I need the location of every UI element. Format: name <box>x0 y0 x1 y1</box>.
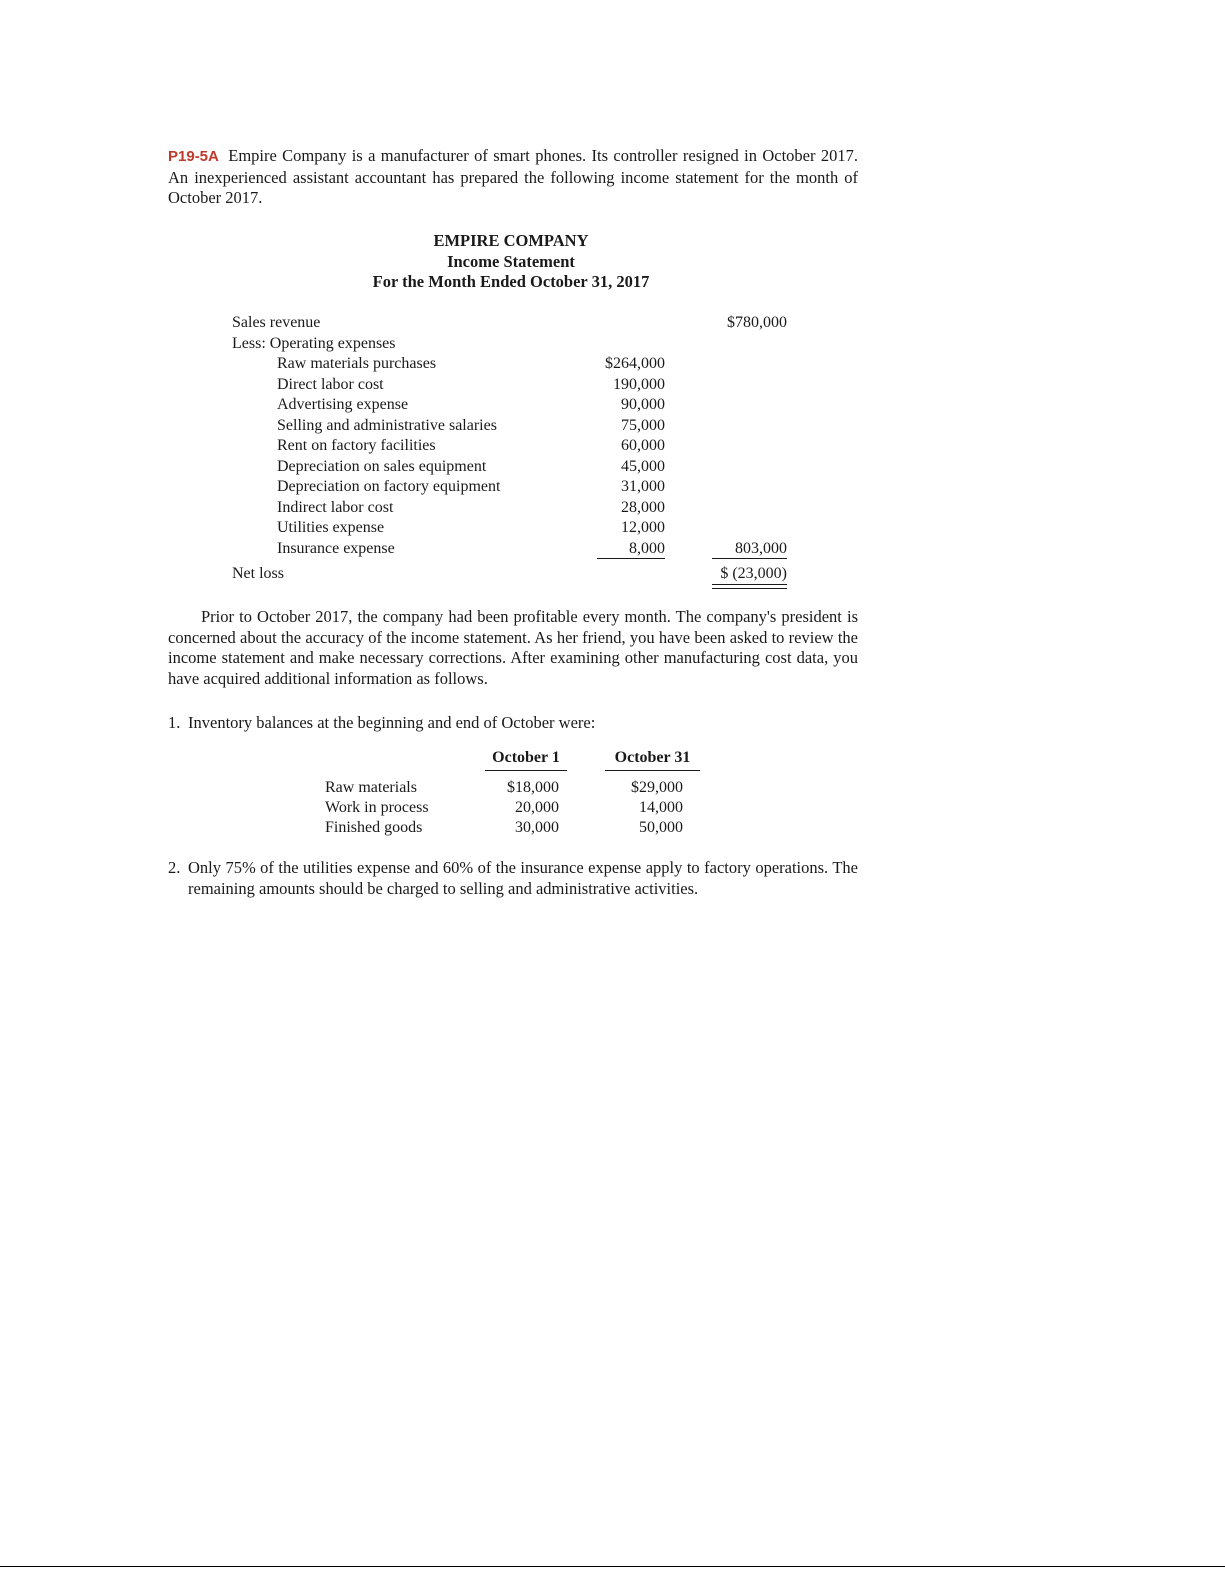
total-expenses-value: 803,000 <box>735 539 787 557</box>
header-rule <box>605 770 700 771</box>
net-loss-double-rule <box>712 584 787 589</box>
october-31-value: $29,000 <box>631 779 683 796</box>
expense-label: Advertising expense <box>277 396 409 413</box>
sales-label: Sales revenue <box>232 314 321 331</box>
column-header-october-31: October 31 <box>614 749 691 766</box>
item-number: 1. <box>168 713 181 732</box>
expense-value: 31,000 <box>621 478 665 495</box>
intro-paragraph <box>168 146 858 209</box>
total-rule <box>712 558 787 559</box>
october-1-value: $18,000 <box>507 779 559 796</box>
expense-label: Selling and administrative salaries <box>277 416 497 434</box>
expense-value: 12,000 <box>621 519 665 536</box>
expense-value: $264,000 <box>605 355 665 372</box>
statement-title: Income Statement <box>447 251 575 271</box>
inventory-table <box>325 748 705 843</box>
expense-value: 8,000 <box>629 539 665 557</box>
expense-value: 45,000 <box>621 457 665 475</box>
statement-header <box>330 231 692 293</box>
expense-label: Depreciation on factory equipment <box>277 478 501 495</box>
context-paragraph: Prior to October 2017, the company had been profitable every month. The company's president is concerned about the accuracy of the income statement. As her friend, you have been asked to review the income statement and make necessary corrections. After examining other manufacturing cost data, you have acquired additional information as follows. <box>168 607 858 689</box>
problem-id: P19-5A <box>168 148 219 165</box>
expense-value: 190,000 <box>613 375 665 393</box>
less-label: Less: Operating expenses <box>232 334 396 352</box>
expense-label: Insurance expense <box>277 539 395 557</box>
october-31-value: 50,000 <box>639 819 683 836</box>
expense-value: 75,000 <box>621 416 665 434</box>
expense-label: Depreciation on sales equipment <box>277 457 487 475</box>
expense-value: 90,000 <box>621 396 665 413</box>
october-1-value: 30,000 <box>515 819 559 836</box>
item-text: Inventory balances at the beginning and end of October were: <box>188 713 596 732</box>
expense-value: 28,000 <box>621 498 665 516</box>
expense-label: Utilities expense <box>277 519 385 536</box>
item-text: Only 75% of the utilities expense and 60% of the insurance expense apply to factory operations. The remaining amounts should be charged to selling and administrative activities. <box>188 858 858 898</box>
header-rule <box>485 770 567 771</box>
row-label: Finished goods <box>325 819 423 836</box>
intro-text: Empire Company is a manufacturer of smart phones. Its controller resigned in October 2017. An inexperienced assistant accountant has prepared the following income statement for the month of October 2017. <box>168 146 858 208</box>
statement-period: For the Month Ended October 31, 2017 <box>372 272 650 291</box>
expense-value: 60,000 <box>621 437 665 454</box>
page-bottom-border <box>0 1566 1225 1567</box>
expense-label: Raw materials purchases <box>277 355 437 372</box>
item-number: 2. <box>168 858 181 877</box>
sales-value: $780,000 <box>727 314 787 331</box>
net-loss-label: Net loss <box>232 565 284 582</box>
list-item-1 <box>168 713 858 734</box>
row-label: Work in process <box>325 799 429 816</box>
net-loss-value: $ (23,000) <box>720 565 787 582</box>
income-statement-table <box>232 313 792 593</box>
list-item-2 <box>168 858 858 899</box>
expense-label: Direct labor cost <box>277 375 384 393</box>
row-label: Raw materials <box>325 779 417 796</box>
expense-label: Rent on factory facilities <box>277 437 436 454</box>
expense-label: Indirect labor cost <box>277 498 394 516</box>
subtotal-rule <box>597 558 665 559</box>
october-1-value: 20,000 <box>515 799 559 816</box>
column-header-october-1: October 1 <box>492 749 560 766</box>
october-31-value: 14,000 <box>639 799 683 816</box>
company-name: EMPIRE COMPANY <box>433 231 589 250</box>
